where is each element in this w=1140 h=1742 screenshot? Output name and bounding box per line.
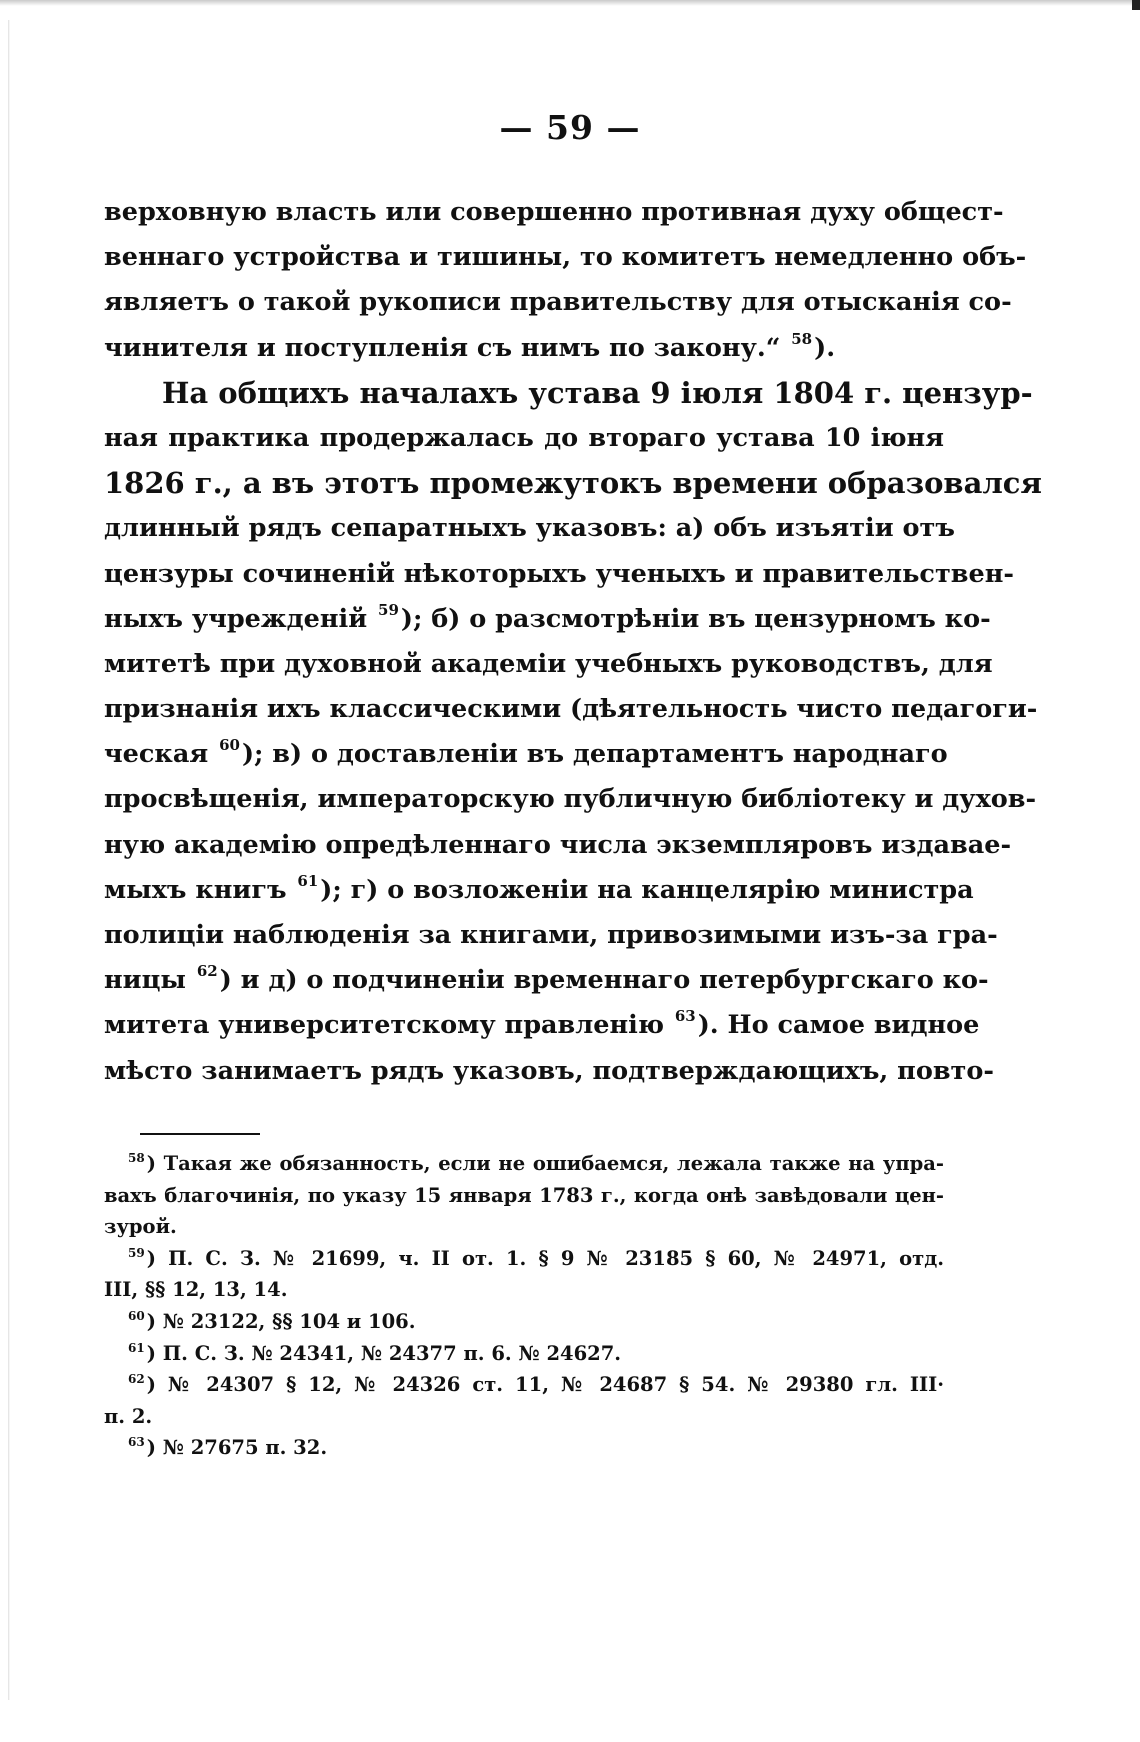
- body-line-text: ); в) о доставленіи въ департаментъ народнаго: [241, 739, 948, 770]
- body-line: [104, 506, 955, 551]
- body-line: [104, 326, 944, 371]
- body-line-text: веннаго устройства и тишины, то комитетъ немедленно объ-: [104, 242, 1027, 273]
- body-line-text: просвѣщенія, императорскую публичную библіотеку и духов-: [104, 784, 1037, 815]
- body-line-text: 1826 г., а въ этотъ промежутокъ времени образовался: [104, 466, 1042, 501]
- body-line: [104, 552, 1014, 597]
- page-corner-mark: [1132, 0, 1140, 10]
- footnote-text: III, §§ 12, 13, 14.: [104, 1278, 288, 1302]
- footnote-text: ) П. С. З. № 21699, ч. II от. 1. § 9 № 23185 § 60, № 24971, отд.: [146, 1246, 944, 1270]
- body-line: [104, 416, 944, 461]
- body-line-text: мыхъ книгъ: [104, 874, 296, 905]
- body-line-text: ); г) о возложеніи на канцелярію министра: [320, 874, 974, 905]
- footnote-number: 63: [128, 1435, 145, 1450]
- footnote-reference: 58: [791, 329, 813, 348]
- body-line-text: ная практика продержалась до втораго устава 10 іюня: [104, 422, 944, 453]
- body-line: [104, 732, 948, 777]
- body-line: [104, 777, 1037, 822]
- body-line-text: являетъ о такой рукописи правительству для отысканія со-: [104, 287, 1012, 318]
- body-line: [104, 687, 1038, 732]
- footnote-line: [104, 1180, 944, 1212]
- body-line-text: верховную власть или совершенно противная духу общест-: [104, 197, 1004, 227]
- body-line: [104, 913, 998, 958]
- body-line: [104, 190, 1004, 235]
- footnote-number: 58: [128, 1151, 145, 1165]
- body-line: [104, 1049, 994, 1094]
- footnote-reference: 59: [378, 600, 399, 619]
- body-line-text: цензуры сочиненій нѣкоторыхъ ученыхъ и правительствен-: [104, 558, 1014, 589]
- body-line-text: ныхъ учрежденій: [104, 603, 377, 634]
- footnote-text: ) № 23122, §§ 104 и 106.: [146, 1309, 416, 1333]
- body-line-text: ческая: [104, 739, 218, 770]
- footnote-number: 60: [128, 1308, 145, 1323]
- footnote-line: [104, 1148, 944, 1180]
- footnote-line: [104, 1401, 944, 1433]
- body-line-text: ). Но самое видное: [697, 1010, 980, 1041]
- footnote-number: 61: [128, 1340, 145, 1355]
- body-line-text: ).: [814, 332, 836, 363]
- page-gutter-shadow: [8, 20, 10, 1700]
- body-line-text: ницы: [104, 965, 195, 996]
- body-line-text: митетѣ при духовной академіи учебныхъ руководствъ, для: [104, 648, 993, 679]
- footnote-line: [104, 1306, 944, 1338]
- body-line-text: ) и д) о подчиненіи временнаго петербургскаго ко-: [219, 965, 989, 996]
- footnote-line: [104, 1211, 944, 1243]
- footnote-text: вахъ благочинія, по указу 15 января 1783 г., когда онѣ завѣдовали цен-: [104, 1183, 944, 1207]
- footnote-reference: 62: [196, 962, 218, 981]
- body-line-text: полиціи наблюденія за книгами, привозимыми изъ-за гра-: [104, 920, 998, 950]
- body-line-text: мѣсто занимаетъ рядъ указовъ, подтверждающихъ, повто-: [104, 1055, 994, 1086]
- body-line-text: На общихъ началахъ устава 9 іюля 1804 г. цензур-: [162, 375, 1033, 410]
- body-line-text: ); б) о разсмотрѣніи въ цензурномъ ко-: [400, 603, 991, 634]
- footnote-line: [104, 1274, 944, 1306]
- footnote-line: [104, 1243, 944, 1275]
- body-line: [104, 868, 974, 913]
- body-line-text: ную академію опредѣленнаго числа экземпляровъ издавае-: [104, 829, 1012, 860]
- body-line-text: длинный рядъ сепаратныхъ указовъ: а) объ изъятіи отъ: [104, 513, 955, 544]
- body-line: [104, 1003, 980, 1048]
- footnote-reference: 61: [297, 871, 319, 890]
- footnote-text: п. 2.: [104, 1404, 153, 1428]
- footnote-number: 62: [128, 1372, 145, 1387]
- body-line-text: чинителя и поступленія съ нимъ по закону.“: [104, 332, 790, 363]
- footnotes: [104, 1148, 944, 1464]
- body-line: [104, 642, 993, 687]
- footnote-number: 59: [128, 1245, 145, 1260]
- body-line: [104, 461, 1042, 506]
- footnote-line: [104, 1338, 944, 1370]
- footnote-text: ) № 24307 § 12, № 24326 ст. 11, № 24687 § 54. № 29380 гл. III·: [146, 1373, 944, 1397]
- footnote-text: ) Такая же обязанность, если не ошибаемся, лежала также на упра-: [146, 1152, 944, 1175]
- footnote-divider: [140, 1133, 260, 1135]
- footnote-reference: 60: [219, 736, 240, 755]
- page-edge-shadow: [0, 0, 1140, 6]
- footnote-line: [104, 1432, 944, 1464]
- footnote-text: ) П. С. З. № 24341, № 24377 п. 6. № 24627.: [146, 1341, 622, 1365]
- body-line-text: признанія ихъ классическими (дѣятельность чисто педагоги-: [104, 694, 1038, 725]
- body-line: [104, 235, 1027, 280]
- footnote-text: зурой.: [104, 1215, 177, 1239]
- page-number: — 59 —: [499, 108, 641, 147]
- body-line-text: митета университетскому правленію: [104, 1010, 673, 1041]
- body-line: [104, 958, 989, 1003]
- footnote-reference: 63: [674, 1007, 696, 1026]
- body-line: [104, 280, 1012, 325]
- body-line: [104, 597, 991, 642]
- body-text: [104, 190, 1042, 1094]
- footnote-text: ) № 27675 п. 32.: [146, 1436, 328, 1460]
- footnote-line: [104, 1369, 944, 1401]
- body-line: [104, 823, 1012, 868]
- body-line: [104, 371, 1033, 416]
